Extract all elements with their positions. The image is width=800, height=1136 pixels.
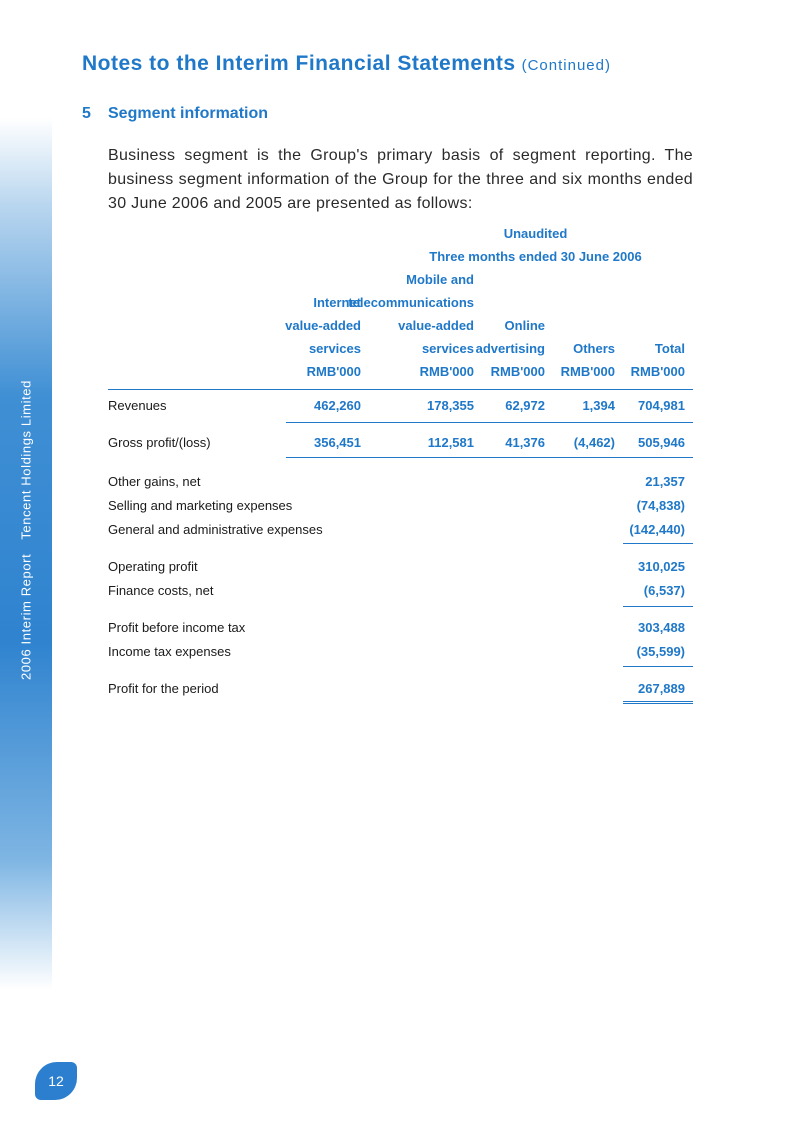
report-name: 2006 Interim Report [18, 553, 34, 680]
cell-value: 21,357 [645, 474, 685, 489]
column-header-line: services [421, 341, 474, 356]
intro-paragraph: Business segment is the Group's primary basis of segment reporting. The business segment information of the Group for the three and six months ended 30 June 2006 and 2005 are presented as follows: [108, 147, 693, 212]
table-row [108, 398, 693, 418]
column-header-line: RMB'000 [560, 364, 615, 379]
row-label: Selling and marketing expenses [108, 498, 293, 513]
finance-rule [623, 606, 693, 607]
table-row [108, 559, 693, 579]
cell-value: (142,440) [629, 522, 685, 537]
row-label: Operating profit [108, 559, 198, 574]
column-header-line: RMB'000 [630, 364, 685, 379]
expenses-rule [623, 543, 693, 544]
section-heading [82, 105, 268, 123]
column-header-line: RMB'000 [419, 364, 474, 379]
cell-value: 267,889 [638, 681, 685, 696]
table-row [108, 644, 693, 664]
cell-value: 356,451 [314, 435, 361, 450]
row-label: Income tax expenses [108, 644, 231, 659]
header-rule [108, 389, 693, 390]
column-header-line: services [308, 341, 361, 356]
cell-value: 505,946 [638, 435, 685, 450]
page-number-badge [35, 1062, 77, 1100]
gross-profit-rule [286, 457, 693, 458]
page-title [82, 52, 611, 76]
column-header-line: value-added [285, 318, 361, 333]
cell-value: 41,376 [505, 435, 545, 450]
cell-value: (35,599) [636, 644, 685, 659]
table-row [108, 498, 693, 518]
table-row [108, 522, 693, 542]
tax-rule [623, 666, 693, 667]
cell-value: 178,355 [427, 398, 474, 413]
table-row [108, 681, 693, 701]
table-row [108, 620, 693, 640]
company-name: Tencent Holdings Limited [18, 380, 34, 540]
cell-value: 303,488 [638, 620, 685, 635]
page-number: 12 [48, 1073, 64, 1089]
revenue-rule [286, 422, 693, 423]
column-header-line: Others [573, 341, 615, 356]
cell-value: (74,838) [636, 498, 685, 513]
total-double-rule [623, 701, 693, 704]
cell-value: 62,972 [505, 398, 545, 413]
column-header-line: RMB'000 [490, 364, 545, 379]
cell-value: 704,981 [638, 398, 685, 413]
table-status: Unaudited [503, 226, 568, 241]
title-continued: (Continued) [521, 57, 611, 74]
table-row [108, 583, 693, 603]
column-header-line: Internet [313, 295, 361, 310]
row-label: Revenues [108, 398, 167, 413]
row-label: Finance costs, net [108, 583, 214, 598]
title-main: Notes to the Interim Financial Statements [82, 52, 516, 75]
cell-value: 462,260 [314, 398, 361, 413]
cell-value: 112,581 [427, 435, 474, 450]
row-label: Other gains, net [108, 474, 201, 489]
cell-value: 310,025 [638, 559, 685, 574]
cell-value: (6,537) [643, 583, 685, 598]
column-header-line: telecommunications [348, 295, 474, 310]
row-label: Profit before income tax [108, 620, 246, 635]
column-header-line: Total [654, 341, 685, 356]
column-header-line: value-added [398, 318, 474, 333]
column-header-line: advertising [475, 341, 545, 356]
column-header-line: Mobile and [406, 272, 474, 287]
section-number: 5 [82, 105, 91, 122]
table-period: Three months ended 30 June 2006 [429, 249, 642, 264]
cell-value: 1,394 [582, 398, 615, 413]
column-header-line: Online [504, 318, 545, 333]
side-caption [19, 380, 34, 680]
column-header-line: RMB'000 [306, 364, 361, 379]
row-label: Gross profit/(loss) [108, 435, 211, 450]
section-title: Segment information [108, 105, 269, 122]
row-label: General and administrative expenses [108, 522, 323, 537]
table-row [108, 435, 693, 455]
cell-value: (4,462) [573, 435, 615, 450]
table-row [108, 474, 693, 494]
row-label: Profit for the period [108, 681, 219, 696]
